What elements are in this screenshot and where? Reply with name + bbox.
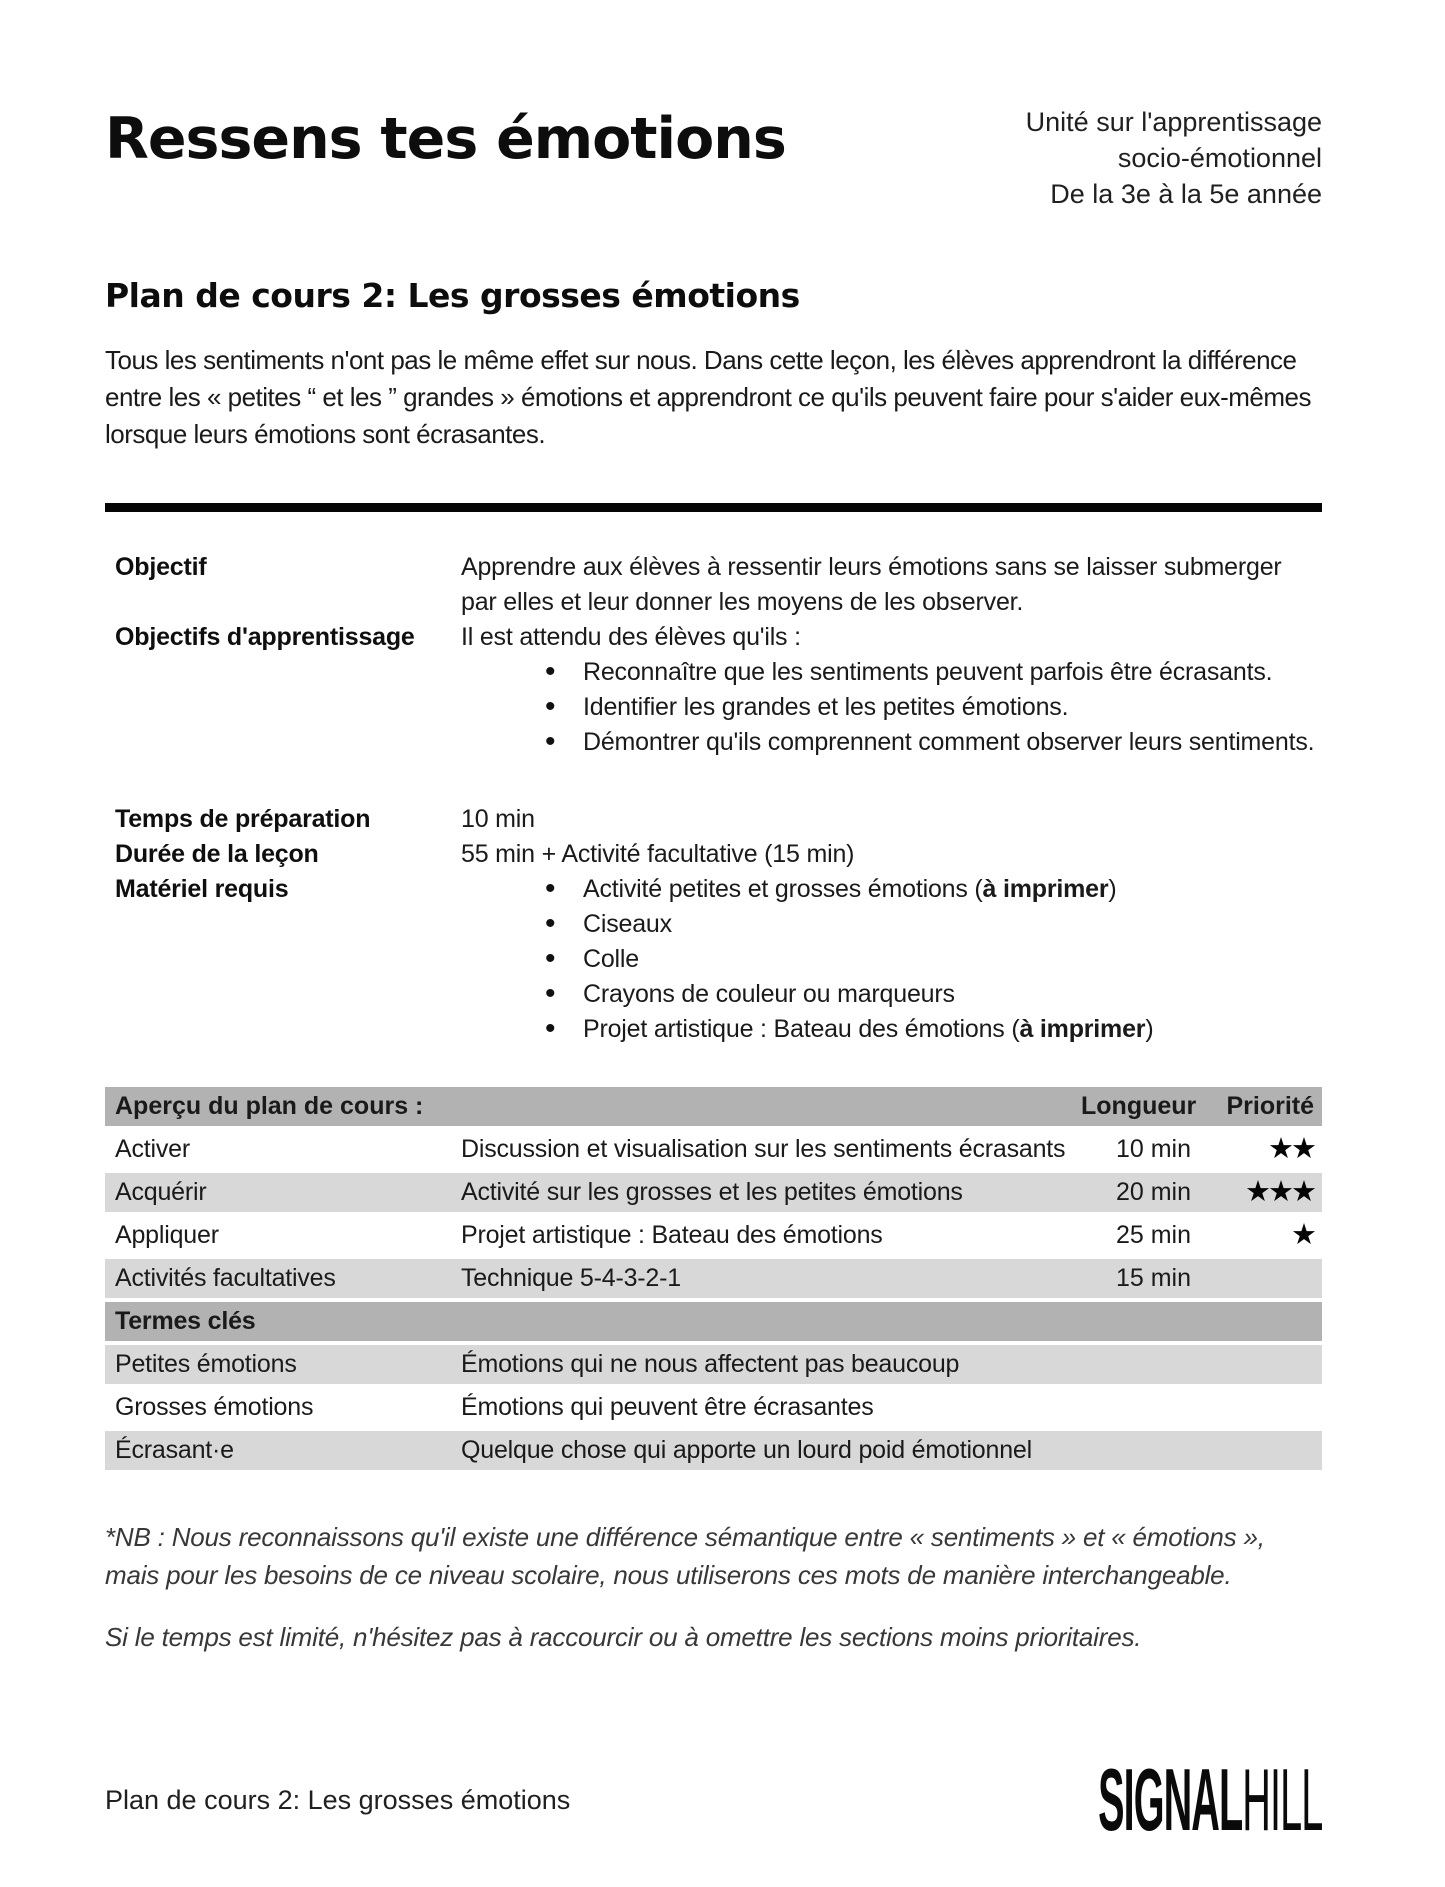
term-row: [105, 1388, 1322, 1427]
info-row-materiel: [105, 872, 1322, 1047]
info-row-objectifs-apprentissage: [105, 620, 1322, 760]
definition-cell: Émotions qui ne nous affectent pas beaucoup: [461, 1349, 960, 1378]
objectif-label: Objectif: [115, 552, 207, 581]
duree-value: 55 min + Activité facultative (15 min): [461, 839, 855, 868]
definition-cell: Quelque chose qui apporte un lourd poid émotionnel: [461, 1435, 1032, 1464]
overview-header-row: [105, 1087, 1322, 1126]
materiel-item-text: Crayons de couleur ou marqueurs: [583, 979, 955, 1008]
materiel-item-text: Ciseaux: [583, 909, 672, 938]
phase-cell: Appliquer: [115, 1220, 219, 1249]
footnotes: [105, 1518, 1322, 1656]
priority-stars: ★★★: [1245, 1175, 1314, 1208]
overview-header-title: Aperçu du plan de cours :: [115, 1091, 424, 1120]
objectif-bullet-item: • Démontrer qu'ils comprennent comment observer leurs sentiments.: [545, 725, 1322, 760]
length-cell: 20 min: [1115, 1177, 1191, 1206]
unit-info-line: Unité sur l'apprentissage: [1025, 107, 1322, 137]
table-row: [105, 1130, 1322, 1169]
terms-header-row: [105, 1302, 1322, 1341]
unit-info-line: De la 3e à la 5e année: [1050, 179, 1322, 209]
objectifs-value: [461, 620, 1322, 760]
section-divider: [105, 503, 1322, 512]
materiel-bullet-item: [545, 942, 1322, 977]
table-row: [105, 1259, 1322, 1298]
objectif-text: Apprendre aux élèves à ressentir leurs émotions sans se laisser submerger par elles et leur donner les moyens de les observer.: [461, 552, 1282, 616]
lesson-info: [105, 550, 1322, 1047]
unit-info: [1026, 104, 1322, 212]
length-cell: 10 min: [1115, 1134, 1191, 1163]
phase-cell: Acquérir: [115, 1177, 207, 1206]
page-title: Ressens tes émotions: [105, 106, 786, 172]
overview-rows: [105, 1130, 1322, 1298]
table-row: [105, 1173, 1322, 1212]
materiel-label: Matériel requis: [115, 874, 289, 903]
materiel-item-text: Activité petites et grosses émotions (: [583, 874, 983, 903]
term-row: [105, 1431, 1322, 1470]
materiel-item-suffix: ): [1145, 1014, 1154, 1043]
materiel-bullet-item: [545, 1012, 1322, 1047]
unit-info-line: socio-émotionnel: [1117, 143, 1322, 173]
materiel-item-bold: à imprimer: [1019, 1014, 1146, 1043]
overview-table: [105, 1087, 1322, 1470]
table-row: [105, 1216, 1322, 1255]
duree-label: Durée de la leçon: [115, 839, 319, 868]
objectif-bullet-item: • Identifier les grandes et les petites émotions.: [545, 690, 1322, 725]
info-row-objectif: [105, 550, 1322, 620]
priority-stars: ★: [1291, 1218, 1314, 1251]
phase-cell: Activer: [115, 1134, 191, 1163]
objectif-bullet-item: • Reconnaître que les sentiments peuvent parfois être écrasants.: [545, 655, 1322, 690]
materiel-item-bold: à imprimer: [982, 874, 1109, 903]
materiel-item-suffix: ): [1108, 874, 1117, 903]
terms-rows: [105, 1345, 1322, 1470]
temps-label: Temps de préparation: [115, 804, 371, 833]
term-cell: Écrasant·e: [115, 1435, 234, 1464]
length-cell: 15 min: [1115, 1263, 1191, 1292]
objectifs-intro: Il est attendu des élèves qu'ils :: [461, 622, 801, 651]
lesson-heading: Plan de cours 2: Les grosses émotions: [105, 276, 800, 315]
terms-header-label: Termes clés: [115, 1306, 256, 1335]
objectifs-bullet-list: [461, 655, 1322, 760]
description-cell: Projet artistique : Bateau des émotions: [461, 1220, 883, 1249]
materiel-bullet-item: [545, 977, 1322, 1012]
materiel-item-text: Projet artistique : Bateau des émotions (: [583, 1014, 1020, 1043]
description-cell: Activité sur les grosses et les petites émotions: [461, 1177, 963, 1206]
objectif-value: [461, 550, 1322, 620]
page-footer: [105, 1750, 1322, 1849]
length-cell: 25 min: [1115, 1220, 1191, 1249]
materiel-bullet-item: [545, 907, 1322, 942]
footer-page-label: Plan de cours 2: Les grosses émotions: [105, 1784, 571, 1815]
phase-cell: Activités facultatives: [115, 1263, 336, 1292]
info-row-duree: [105, 837, 1322, 872]
materiel-value: [461, 872, 1322, 1047]
description-cell: Discussion et visualisation sur les sentiments écrasants: [461, 1134, 1066, 1163]
materiel-bullet-list: [461, 872, 1322, 1047]
temps-value: 10 min: [461, 804, 535, 833]
term-row: [105, 1345, 1322, 1384]
time-note: Si le temps est limité, n'hésitez pas à raccourcir ou à omettre les sections moins prioritaires.: [105, 1621, 1142, 1652]
info-row-temps: [105, 802, 1322, 837]
section-spacer: [105, 760, 1322, 802]
term-cell: Grosses émotions: [115, 1392, 314, 1421]
description-cell: Technique 5-4-3-2-1: [461, 1263, 681, 1292]
priority-stars: ★★: [1268, 1132, 1314, 1165]
materiel-item-text: Colle: [583, 944, 639, 973]
nb-note: *NB : Nous reconnaissons qu'il existe une différence sémantique entre « sentiments » et « émotions », mais pour les besoins de ce niveau scolaire, nous utiliserons ces mots de manière interchangeable.: [105, 1521, 1265, 1590]
signalhill-logo: [1097, 1750, 1322, 1849]
logo-text-signal: SIGNAL: [1097, 1750, 1242, 1849]
intro-paragraph: Tous les sentiments n'ont pas le même effet sur nous. Dans cette leçon, les élèves apprendront la différence entre les « petites “ et les ” grandes » émotions et apprendront ce qu'ils peuvent faire pour s'aider eux-mêmes lorsque leurs émotions sont écrasantes.: [105, 344, 1311, 449]
materiel-bullet-item: [545, 872, 1322, 907]
objectifs-label: Objectifs d'apprentissage: [115, 622, 415, 651]
term-cell: Petites émotions: [115, 1349, 297, 1378]
column-header-length: Longueur: [1081, 1091, 1197, 1120]
definition-cell: Émotions qui peuvent être écrasantes: [461, 1392, 874, 1421]
document-header: [105, 104, 1322, 212]
logo-text-hill: HILL: [1241, 1750, 1322, 1849]
column-header-priority: Priorité: [1226, 1091, 1314, 1120]
